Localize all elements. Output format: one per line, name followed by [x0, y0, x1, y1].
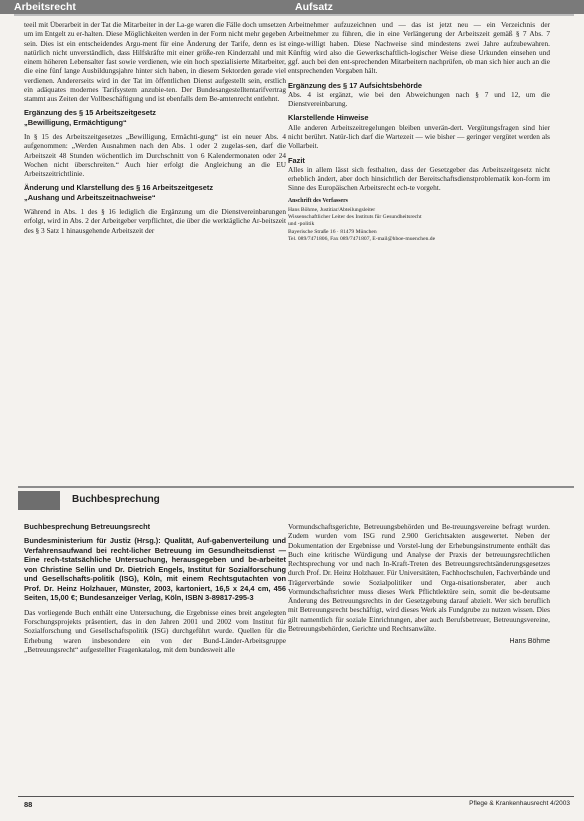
article-column-left [24, 20, 286, 235]
subheading: Fazit [288, 155, 305, 165]
running-header [0, 0, 584, 14]
article-paragraph: Alles in allem lässt sich festhalten, dass der Gesetzgeber das Arbeitszeitgesetz nicht erheblich ändert, aber doch hinsichtlich der Bereitschaftsdienstproblematik kon-form im Sinne des Europäischen Arbeitsrecht ech-te vorgeht. [288, 164, 550, 193]
subheading: Ergänzung des § 15 Arbeitszeitgesetz [24, 108, 156, 118]
section-rule [18, 486, 574, 488]
subheading: Ergänzung des § 17 Aufsichtsbehörde [288, 80, 423, 90]
address-line: Hans Böhme, Justitiar/Abteilungsleiter [288, 206, 376, 213]
author-address-heading: Anschrift des Verfassers [288, 197, 348, 204]
review-column-left [24, 522, 286, 654]
reviewer-signature: Hans Böhme [509, 638, 550, 645]
section-marker [18, 491, 60, 510]
address-line: Wissenschaftlicher Leiter des Instituts für Gesundheitsrecht [288, 214, 422, 221]
article-column-right [288, 20, 550, 243]
address-line: Tel. 089/7471806, Fax 089/7471807, E-mail@hboe-muenchen.de [288, 235, 436, 242]
address-line: und -politik [288, 221, 315, 228]
review-heading: Buchbesprechung Betreuungsrecht [24, 522, 151, 531]
subheading-quote: „Aushang und Arbeitszeitnachweise“ [24, 192, 156, 202]
book-bibliography: Bundesministerium für Justiz (Hrsg.): Qualität, Auf-gabenverteilung und Verfahrensaufwand bei recht-licher Betreuung im Gesundheitsdienst — Eine rech-tstatsächliche Untersuchung, herausgegeben und be-arbeitet von Christine Sellin und Dr. Dietrich Engels, Institut für Sozialforschung und Gesellschafts-politik (ISG), Köln, mit einem Rechtsgutachten von Prof. Dr. Heinz Holzhauer, Münster, 2003, kartoniert, 16,5 x 24,4 cm, 456 Seiten, 15,00 €; Bundesanzeiger Verlag, Köln, ISBN 3-89817-295-3 [24, 536, 286, 603]
header-section-label: Arbeitsrecht [14, 1, 76, 13]
review-paragraph: Das vorliegende Buch enthält eine Untersuchung, die Ergebnisse eines breit angelegten Forschungsprojekts präsentiert, das in den Jahren 2001 und 2002 vom Institut für Sozialforschung und Gesellschaftspolitik (ISG) durchgeführt wurde. Quellen für die Erhebung waren insbesondere ein von der Bund-Länder-Arbeitsgruppe „Betreuungsrecht“ aufgestellter Fragenkatalog, mit dem bundesweit alle [24, 607, 286, 654]
subheading: Klarstellende Hinweise [288, 113, 369, 123]
review-column-right [288, 522, 550, 646]
article-paragraph: Während in Abs. 1 des § 16 lediglich die Ergänzung um die Dienstvereinbarungen erfolgt, wird in Abs. 2 der Arbeitgeber verpflichtet, die über die werktägliche Ar-beitszeit des § 3 Satz 1 hinausgehende Arbeitszeit der [24, 207, 286, 235]
journal-reference: Pflege & Krankenhausrecht 4/2003 [469, 800, 570, 807]
article-paragraph: teeil mit Überarbeit in der Tat die Mitarbeiter in der La-ge waren die Fälle doch umsetzen um im Entgelt zu er-halten. Diese Möglichkeiten werden in der Form nicht mehr gegeben sein. Dies ist ein entscheidendes Argu-ment für eine Änderung der Tarife, denn es ist natürlich nicht unverständlich, dass Hilfskräfte mit einer größe-ren Kinderzahl und mit einem höheren Lebensalter fast sowie verdienen, wie ein hoch spezialisierte Mitarbeiter, die eine fünf lange Ausbildungsjahre hinter sich haben, in diesem Sektorden gerade viel verdienen. Andererseits wird in der Tat im öffentlichen Dienst aufgestellt sein, erstlich ein adäquates modernes Tarifsystem anzubie-ten. Der Bundesangestelltentarifvertrag stammt aus Zeiten der Vollbeschäftigung und ist ebenfalls dem Be-amtenrecht entlehnt. [24, 20, 286, 103]
section-title: Buchbesprechung [72, 494, 160, 505]
article-paragraph: Abs. 4 ist ergänzt, wie bei den Abweichungen nach § 7 und 12, um die Dienstvereinbarung. [288, 89, 550, 109]
footer-rule [18, 796, 574, 797]
header-type-label: Aufsatz [295, 1, 333, 13]
article-paragraph: Alle anderen Arbeitszeitregelungen bleiben unverän-dert. Vergütungsfragen sind hier nicht berührt. Natür-lich darf die Wartezeit — wie bisher — geringer vergütet werden als Vollarbeit. [288, 122, 550, 151]
address-line: Bayerische Straße 16 · 81479 München [288, 228, 377, 235]
subheading-quote: „Bewilligung, Ermächtigung“ [24, 117, 127, 127]
subheading: Änderung und Klarstellung des § 16 Arbeitszeitgesetz [24, 183, 214, 193]
header-rule [14, 14, 574, 16]
author-address [288, 198, 550, 243]
review-paragraph: Vormundschaftsgerichte, Betreuungsbehörden und Be-treuungsvereine befragt wurden. Zudem wurden vom ISG rund 2.900 Gerichtsakten ausgewertet. Neben der Dokumentation der Ergebnisse und Vorstel-lung der Erhebungsinstrumente enthält das Buch eine kritische Würdigung und Analyse der Praxis der betreuungsrechtlichen Rechtsprechung vor und nach In-Kraft-Treten des Betreuungsrechtsänderungsgesetzes durch Prof. Dr. Heinz Holzhauer. Für Universitäten, Fachhochschulen, Fachverbände und Trägerverbände sowie Sozialpolitiker und Orga-nisationsberater, aber auch Vormundschaftsrichter muss dieses Werk Pflichtlektüre sein, somit die be-deutsame Änderung des Betreuungsrechts in der Gesetzgebung darauf abzielt. Wer sich beruflich mit Betreuungsrecht beschäftigt, wird dieses Werk als Fundgrube zu nutzen wissen. Dies gilt namentlich für soziale Einrichtungen, aber auch Berufsbetreuer, Betreuungsvereine, Betreuungsbehörden, Gerichte und Rechtsanwälte. [288, 522, 550, 633]
article-paragraph: Arbeitnehmer aufzuzeichnen und — das ist jetzt neu — ein Verzeichnis der Arbeitnehmer zu führen, die in eine Verlängerung der Arbeitszeit gemäß § 7 Abs. 7 einge-willigt haben. Diese Nachweise sind mindestens zwei Jahre aufzubewahren. Künftig wird also die Gewerkschaftlich-logischer Weise diese Urkunden einsehen und ggf. auch bei den ent-sprechenden Mitarbeitern nachprüfen, ob man sich hier auch an die entsprechenden Vorgaben hält. [288, 20, 550, 76]
article-paragraph: In § 15 des Arbeitszeitgesetzes „Bewilligung, Ermächti-gung“ ist ein neuer Abs. 4 aufgenommen: „Werden Ausnahmen nach den Abs. 1 oder 2 zugelas-sen, darf die Arbeitszeit 48 Stunden wöchentlich im Durchschnitt von 6 Kalendermonaten oder 24 Wochen nicht überschreiten.“ Auch hier erfolgt die Angleichung an die EU Arbeitszeitrichtlinie. [24, 132, 286, 179]
page-number: 88 [24, 800, 33, 809]
